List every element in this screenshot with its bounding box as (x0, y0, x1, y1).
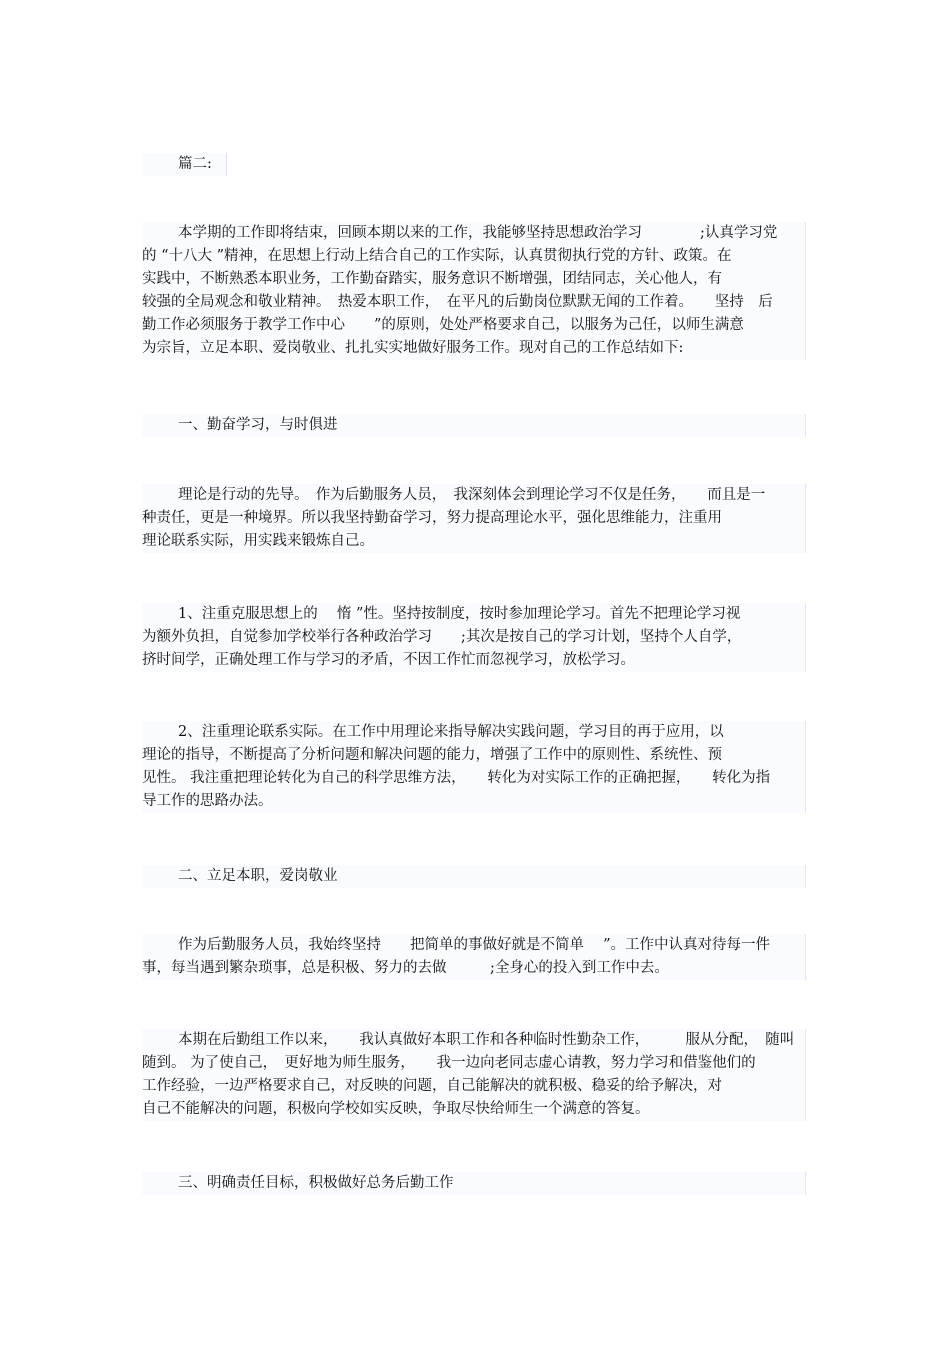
paragraph-line: 本学期的工作即将结束，回顾本期以来的工作，我能够坚持思想政治学习 ;认真学习党 (178, 225, 778, 241)
paragraph-line: 1、注重克服思想上的 惰 ”性。坚持按制度，按时参加理论学习。首先不把理论学习视 (178, 606, 741, 622)
paragraph-line: 随到。 为了使自己， 更好地为师生服务， 我一边向老同志虚心请教，努力学习和借鉴他们的 (142, 1055, 756, 1071)
heading-text: 一、勤奋学习，与时俱进 (178, 417, 338, 433)
paragraph-line: 导工作的思路办法。 (142, 793, 273, 809)
paragraph-line: 为宗旨，立足本职、爱岗敬业、扎扎实实地做好服务工作。现对自己的工作总结如下: (142, 340, 684, 356)
paragraph-line: 挤时间学，正确处理工作与学习的矛盾，不因工作忙而忽视学习，放松学习。 (142, 652, 635, 668)
section3-heading (142, 1172, 806, 1195)
paragraph-line: 事，每当遇到繁杂琐事，总是积极、努力的去做 ;全身心的投入到工作中去。 (142, 960, 669, 976)
paragraph-line: 理论联系实际，用实践来锻炼自己。 (142, 533, 374, 549)
paragraph-line: 自己不能解决的问题，积极向学校如实反映，争取尽快给师生一个满意的答复。 (142, 1101, 650, 1117)
paragraph-line: 工作经验，一边严格要求自己，对反映的问题，自己能解决的就积极、稳妥的给予解决，对 (142, 1078, 722, 1094)
heading-text: 三、明确责任目标，积极做好总务后勤工作 (178, 1175, 454, 1191)
section1-paragraph-2 (142, 603, 806, 672)
paragraph-line: 作为后勤服务人员，我始终坚持 把简单的事做好就是不简单 ”。工作中认真对待每一件 (178, 937, 771, 953)
paragraph-line: 理论的指导，不断提高了分析问题和解决问题的能力，增强了工作中的原则性、系统性、预 (142, 747, 722, 763)
paragraph-line: 实践中，不断熟悉本职业务，工作勤奋踏实，服务意识不断增强，团结同志，关心他人，有 (142, 271, 722, 287)
paragraph-line: 的 “十八大 ”精神，在思想上行动上结合自己的工作实际，认真贯彻执行党的方针、政策。在 (142, 248, 732, 264)
intro-paragraph (142, 222, 806, 360)
paragraph-line: 勤工作必须服务于教学工作中心 ”的原则，处处严格要求自己，以服务为己任，以师生满意 (142, 317, 744, 333)
paragraph-line: 见性。 我注重把理论转化为自己的科学思维方法， 转化为对实际工作的正确把握， 转化为指 (142, 770, 771, 786)
paragraph-line: 本期在后勤组工作以来， 我认真做好本职工作和各种临时性勤杂工作， 服从分配， 随叫 (178, 1032, 795, 1048)
section1-paragraph-1 (142, 484, 806, 553)
paragraph-line: 较强的全局观念和敬业精神。 热爱本职工作， 在平凡的后勤岗位默默无闻的工作着。 坚持 后 (142, 294, 773, 310)
heading-text: 二、立足本职，爱岗敬业 (178, 868, 338, 884)
paragraph-line: 2、注重理论联系实际。在工作中用理论来指导解决实践问题，学习目的再于应用，以 (178, 724, 724, 740)
section-label-text: 篇二: (178, 156, 212, 172)
section2-paragraph-2 (142, 1029, 806, 1121)
paragraph-line: 理论是行动的先导。 作为后勤服务人员， 我深刻体会到理论学习不仅是任务， 而且是一 (178, 487, 766, 503)
paragraph-line: 为额外负担，自觉参加学校举行各种政治学习 ;其次是按自己的学习计划，坚持个人自学， (142, 629, 742, 645)
paragraph-line: 种责任，更是一种境界。所以我坚持勤奋学习，努力提高理论水平，强化思维能力，注重用 (142, 510, 722, 526)
section1-paragraph-3 (142, 721, 806, 813)
section1-heading (142, 414, 806, 437)
section2-paragraph-1 (142, 934, 806, 980)
section2-heading (142, 865, 806, 888)
section-label (142, 153, 227, 176)
